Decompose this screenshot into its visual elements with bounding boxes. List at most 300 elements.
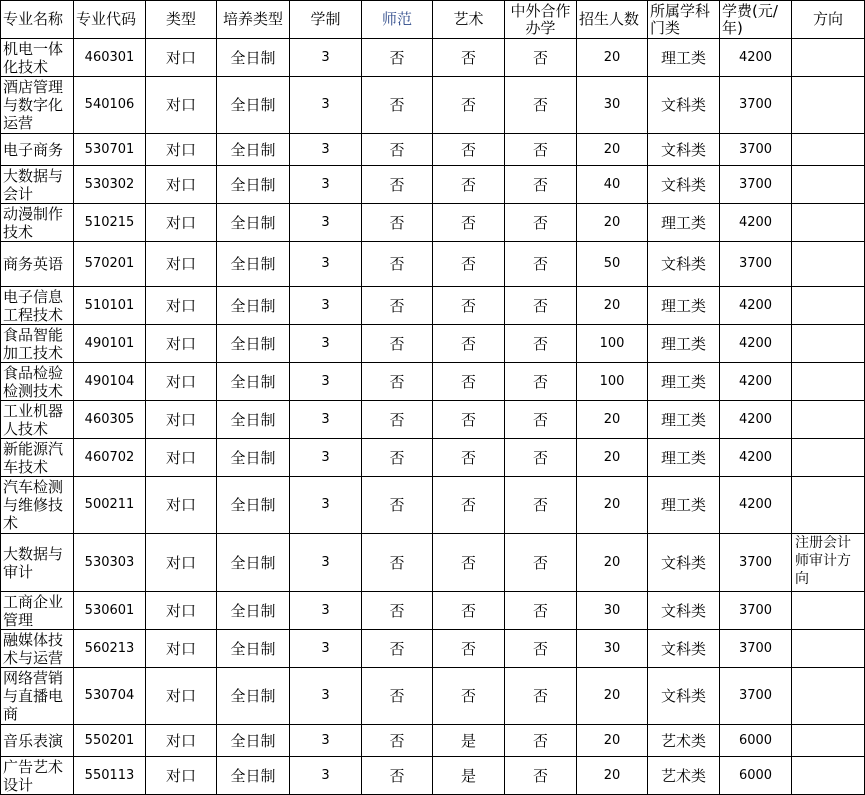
cell-count bbox=[577, 242, 648, 287]
cell-shifan bbox=[362, 242, 433, 287]
cell-art bbox=[433, 439, 505, 477]
cell-count-text: 20 bbox=[603, 411, 621, 427]
cell-direction bbox=[792, 39, 865, 77]
cell-mode-text: 全日制 bbox=[230, 296, 276, 315]
cell-coop-text: 否 bbox=[532, 334, 548, 353]
cell-count-text: 40 bbox=[603, 176, 621, 192]
cell-fee-text: 3700 bbox=[738, 97, 773, 112]
cell-coop-text: 否 bbox=[532, 553, 548, 572]
cell-direction bbox=[792, 363, 865, 401]
cell-fee bbox=[720, 630, 792, 668]
cell-name bbox=[1, 725, 74, 757]
cell-name-text: 工业机器人技术 bbox=[3, 401, 64, 438]
cell-shifan-text: 否 bbox=[389, 296, 405, 315]
cell-fee-text: 6000 bbox=[738, 767, 773, 783]
cell-code-text: 530303 bbox=[84, 554, 135, 570]
cell-direction bbox=[792, 439, 865, 477]
cell-mode bbox=[217, 668, 290, 725]
cell-type bbox=[146, 134, 217, 166]
cell-category bbox=[648, 534, 720, 592]
cell-code-text: 530302 bbox=[84, 176, 135, 192]
cell-category bbox=[648, 725, 720, 757]
cell-code-text: 530704 bbox=[84, 688, 135, 703]
cell-shifan-text: 否 bbox=[389, 601, 405, 620]
cell-art bbox=[433, 77, 505, 134]
cell-count-text: 20 bbox=[603, 497, 621, 512]
cell-years-text: 3 bbox=[321, 214, 330, 230]
table-row bbox=[1, 630, 865, 668]
cell-name-text: 机电一体化技术 bbox=[3, 39, 64, 76]
header-years: 学制 bbox=[290, 1, 362, 39]
cell-category-text: 文科类 bbox=[660, 255, 706, 273]
cell-mode bbox=[217, 287, 290, 325]
cell-count bbox=[577, 401, 648, 439]
cell-years-text: 3 bbox=[321, 449, 330, 465]
cell-fee bbox=[720, 401, 792, 439]
cell-art-text: 否 bbox=[460, 448, 476, 467]
cell-years bbox=[290, 725, 362, 757]
cell-code bbox=[74, 725, 146, 757]
cell-mode bbox=[217, 630, 290, 668]
cell-shifan bbox=[362, 134, 433, 166]
cell-type bbox=[146, 363, 217, 401]
cell-coop-text: 否 bbox=[532, 175, 548, 194]
cell-name-text: 食品智能加工技术 bbox=[3, 325, 64, 362]
cell-shifan-text: 否 bbox=[389, 213, 405, 232]
cell-mode bbox=[217, 534, 290, 592]
cell-category bbox=[648, 39, 720, 77]
cell-type bbox=[146, 668, 217, 725]
cell-mode bbox=[217, 134, 290, 166]
cell-art-text: 否 bbox=[460, 687, 476, 705]
cell-category-text: 理工类 bbox=[660, 496, 706, 514]
cell-count bbox=[577, 287, 648, 325]
cell-mode-text: 全日制 bbox=[230, 140, 276, 159]
cell-code-text: 530601 bbox=[84, 602, 135, 618]
header-count: 招生人数 bbox=[577, 1, 648, 39]
cell-count bbox=[577, 534, 648, 592]
cell-years bbox=[290, 363, 362, 401]
cell-mode bbox=[217, 204, 290, 242]
cell-fee-text: 3700 bbox=[738, 256, 773, 271]
cell-category-text: 艺术类 bbox=[660, 731, 706, 750]
cell-shifan bbox=[362, 757, 433, 795]
cell-code-text: 460702 bbox=[84, 449, 135, 465]
cell-years bbox=[290, 77, 362, 134]
cell-name bbox=[1, 242, 74, 287]
cell-fee bbox=[720, 77, 792, 134]
cell-shifan-text: 否 bbox=[389, 448, 405, 467]
cell-coop bbox=[505, 757, 577, 795]
cell-years-text: 3 bbox=[321, 640, 330, 656]
cell-coop-text: 否 bbox=[532, 410, 548, 429]
table-row bbox=[1, 242, 865, 287]
cell-count bbox=[577, 134, 648, 166]
cell-direction bbox=[792, 77, 865, 134]
cell-art bbox=[433, 363, 505, 401]
cell-years bbox=[290, 166, 362, 204]
cell-count-text: 30 bbox=[603, 97, 621, 112]
cell-category bbox=[648, 668, 720, 725]
cell-shifan-text: 否 bbox=[389, 255, 405, 273]
cell-years-text: 3 bbox=[321, 688, 330, 703]
cell-mode-text: 全日制 bbox=[230, 601, 276, 620]
cell-type bbox=[146, 592, 217, 630]
table-row bbox=[1, 166, 865, 204]
cell-coop-text: 否 bbox=[532, 601, 548, 620]
cell-years-text: 3 bbox=[321, 335, 330, 351]
cell-years bbox=[290, 287, 362, 325]
cell-name-text: 食品检验检测技术 bbox=[3, 363, 64, 400]
cell-mode bbox=[217, 325, 290, 363]
cell-mode-text: 全日制 bbox=[230, 496, 276, 514]
cell-shifan-text: 否 bbox=[389, 410, 405, 429]
cell-mode bbox=[217, 39, 290, 77]
cell-code bbox=[74, 287, 146, 325]
cell-direction bbox=[792, 134, 865, 166]
cell-fee-text: 4200 bbox=[738, 411, 773, 427]
table-row bbox=[1, 363, 865, 401]
cell-type-text: 对口 bbox=[165, 255, 196, 273]
cell-name bbox=[1, 439, 74, 477]
cell-years-text: 3 bbox=[321, 141, 330, 157]
cell-count-text: 20 bbox=[603, 141, 621, 157]
cell-fee-text: 4200 bbox=[738, 297, 773, 313]
cell-name-text: 动漫制作技术 bbox=[3, 204, 64, 241]
cell-mode-text: 全日制 bbox=[230, 766, 276, 785]
cell-shifan bbox=[362, 668, 433, 725]
cell-code bbox=[74, 668, 146, 725]
cell-coop-text: 否 bbox=[532, 687, 548, 705]
cell-art-text: 否 bbox=[460, 96, 476, 114]
cell-years-text: 3 bbox=[321, 554, 330, 570]
cell-code-text: 490101 bbox=[84, 335, 135, 351]
cell-years bbox=[290, 630, 362, 668]
cell-coop-text: 否 bbox=[532, 372, 548, 391]
cell-years-text: 3 bbox=[321, 732, 330, 748]
cell-category bbox=[648, 401, 720, 439]
header-shifan: 师范 bbox=[362, 1, 433, 39]
cell-art bbox=[433, 757, 505, 795]
cell-type-text: 对口 bbox=[165, 410, 196, 429]
cell-name-text: 大数据与审计 bbox=[3, 544, 64, 581]
cell-code-text: 510215 bbox=[84, 214, 135, 230]
cell-shifan-text: 否 bbox=[389, 140, 405, 159]
cell-fee bbox=[720, 363, 792, 401]
cell-name bbox=[1, 477, 74, 534]
cell-category-text: 理工类 bbox=[660, 213, 706, 232]
cell-fee-text: 3700 bbox=[738, 640, 773, 656]
cell-art-text: 否 bbox=[460, 601, 476, 620]
cell-coop-text: 否 bbox=[532, 448, 548, 467]
cell-fee bbox=[720, 668, 792, 725]
cell-direction bbox=[792, 242, 865, 287]
cell-mode-text: 全日制 bbox=[230, 48, 276, 67]
cell-mode-text: 全日制 bbox=[230, 213, 276, 232]
cell-shifan-text: 否 bbox=[389, 372, 405, 391]
cell-years bbox=[290, 592, 362, 630]
cell-coop bbox=[505, 630, 577, 668]
cell-code bbox=[74, 325, 146, 363]
cell-category-text: 理工类 bbox=[660, 448, 706, 467]
table-row bbox=[1, 757, 865, 795]
cell-shifan bbox=[362, 592, 433, 630]
cell-shifan-text: 否 bbox=[389, 48, 405, 67]
cell-coop bbox=[505, 134, 577, 166]
cell-shifan bbox=[362, 725, 433, 757]
cell-name bbox=[1, 401, 74, 439]
cell-fee bbox=[720, 439, 792, 477]
cell-count-text: 20 bbox=[603, 767, 621, 783]
cell-mode bbox=[217, 757, 290, 795]
cell-type-text: 对口 bbox=[165, 639, 196, 658]
cell-years bbox=[290, 134, 362, 166]
cell-years bbox=[290, 757, 362, 795]
cell-shifan-text: 否 bbox=[389, 334, 405, 353]
cell-mode-text: 全日制 bbox=[230, 687, 276, 705]
cell-art-text: 否 bbox=[460, 48, 476, 67]
cell-type-text: 对口 bbox=[165, 731, 196, 750]
cell-mode bbox=[217, 242, 290, 287]
cell-type-text: 对口 bbox=[165, 175, 196, 194]
table-row bbox=[1, 204, 865, 242]
cell-type bbox=[146, 401, 217, 439]
cell-coop bbox=[505, 39, 577, 77]
cell-art-text: 否 bbox=[460, 553, 476, 572]
cell-direction bbox=[792, 757, 865, 795]
cell-years-text: 3 bbox=[321, 97, 330, 112]
header-type: 类型 bbox=[146, 1, 217, 39]
cell-fee bbox=[720, 204, 792, 242]
cell-code bbox=[74, 134, 146, 166]
cell-direction bbox=[792, 166, 865, 204]
cell-coop-text: 否 bbox=[532, 96, 548, 114]
cell-mode bbox=[217, 401, 290, 439]
cell-fee bbox=[720, 592, 792, 630]
cell-type bbox=[146, 630, 217, 668]
cell-count bbox=[577, 725, 648, 757]
cell-coop bbox=[505, 325, 577, 363]
cell-count bbox=[577, 204, 648, 242]
cell-name bbox=[1, 204, 74, 242]
cell-code bbox=[74, 592, 146, 630]
cell-coop bbox=[505, 363, 577, 401]
cell-type bbox=[146, 204, 217, 242]
cell-shifan-text: 否 bbox=[389, 731, 405, 750]
table-row bbox=[1, 39, 865, 77]
cell-art-text: 否 bbox=[460, 255, 476, 273]
cell-name-text: 工商企业管理 bbox=[3, 592, 64, 629]
cell-category-text: 理工类 bbox=[660, 410, 706, 429]
cell-shifan bbox=[362, 401, 433, 439]
cell-code bbox=[74, 77, 146, 134]
cell-count-text: 20 bbox=[603, 449, 621, 465]
cell-name-text: 新能源汽车技术 bbox=[3, 439, 64, 476]
cell-art-text: 否 bbox=[460, 296, 476, 315]
cell-category bbox=[648, 77, 720, 134]
cell-years bbox=[290, 204, 362, 242]
cell-shifan-text: 否 bbox=[389, 639, 405, 658]
cell-count bbox=[577, 363, 648, 401]
cell-code bbox=[74, 242, 146, 287]
cell-name bbox=[1, 757, 74, 795]
cell-coop-text: 否 bbox=[532, 639, 548, 658]
cell-fee-text: 3700 bbox=[738, 176, 773, 192]
cell-category-text: 艺术类 bbox=[660, 766, 706, 785]
cell-years bbox=[290, 325, 362, 363]
cell-fee-text: 4200 bbox=[738, 497, 773, 512]
cell-code-text: 460305 bbox=[84, 411, 135, 427]
cell-shifan bbox=[362, 166, 433, 204]
cell-category-text: 文科类 bbox=[660, 639, 706, 658]
cell-count bbox=[577, 592, 648, 630]
cell-category-text: 理工类 bbox=[660, 296, 706, 315]
cell-count-text: 100 bbox=[599, 335, 625, 351]
cell-coop bbox=[505, 77, 577, 134]
cell-count-text: 20 bbox=[603, 214, 621, 230]
cell-category-text: 文科类 bbox=[660, 601, 706, 620]
cell-fee-text: 4200 bbox=[738, 214, 773, 230]
cell-mode bbox=[217, 363, 290, 401]
cell-coop-text: 否 bbox=[532, 140, 548, 159]
cell-shifan-text: 否 bbox=[389, 96, 405, 114]
cell-direction bbox=[792, 401, 865, 439]
cell-art bbox=[433, 166, 505, 204]
cell-category bbox=[648, 166, 720, 204]
cell-art bbox=[433, 592, 505, 630]
cell-name-text: 广告艺术设计 bbox=[3, 757, 64, 794]
cell-coop bbox=[505, 725, 577, 757]
cell-code bbox=[74, 401, 146, 439]
header-mode: 培养类型 bbox=[217, 1, 290, 39]
cell-fee bbox=[720, 325, 792, 363]
cell-fee bbox=[720, 725, 792, 757]
cell-category bbox=[648, 287, 720, 325]
table-row bbox=[1, 401, 865, 439]
cell-coop-text: 否 bbox=[532, 213, 548, 232]
cell-type bbox=[146, 477, 217, 534]
cell-code bbox=[74, 166, 146, 204]
cell-count bbox=[577, 439, 648, 477]
table-row bbox=[1, 287, 865, 325]
header-art: 艺术 bbox=[433, 1, 505, 39]
cell-code-text: 490104 bbox=[84, 373, 135, 389]
cell-category-text: 文科类 bbox=[660, 175, 706, 194]
cell-code-text: 460301 bbox=[84, 49, 135, 65]
cell-coop bbox=[505, 477, 577, 534]
cell-count bbox=[577, 166, 648, 204]
cell-direction bbox=[792, 325, 865, 363]
cell-years-text: 3 bbox=[321, 176, 330, 192]
cell-shifan bbox=[362, 325, 433, 363]
cell-code-text: 500211 bbox=[84, 497, 135, 512]
cell-years-text: 3 bbox=[321, 411, 330, 427]
cell-mode-text: 全日制 bbox=[230, 731, 276, 750]
cell-type bbox=[146, 325, 217, 363]
cell-code bbox=[74, 757, 146, 795]
cell-mode bbox=[217, 592, 290, 630]
cell-type-text: 对口 bbox=[165, 334, 196, 353]
cell-code bbox=[74, 439, 146, 477]
cell-direction-text: 注册会计师审计方向 bbox=[795, 535, 851, 587]
cell-mode bbox=[217, 439, 290, 477]
cell-code bbox=[74, 204, 146, 242]
cell-count-text: 20 bbox=[603, 49, 621, 65]
cell-type-text: 对口 bbox=[165, 96, 196, 114]
cell-shifan bbox=[362, 534, 433, 592]
cell-coop bbox=[505, 287, 577, 325]
cell-code-text: 540106 bbox=[84, 97, 135, 112]
cell-coop-text: 否 bbox=[532, 731, 548, 750]
header-coop: 中外合作办学 bbox=[505, 1, 577, 39]
cell-art-text: 是 bbox=[460, 731, 476, 750]
cell-art-text: 否 bbox=[460, 334, 476, 353]
cell-years-text: 3 bbox=[321, 256, 330, 271]
cell-code bbox=[74, 39, 146, 77]
header-name: 专业名称 bbox=[1, 1, 74, 39]
cell-category-text: 理工类 bbox=[660, 48, 706, 67]
cell-name-text: 酒店管理与数字化运营 bbox=[3, 78, 64, 132]
cell-direction bbox=[792, 534, 865, 592]
cell-direction bbox=[792, 477, 865, 534]
cell-count-text: 100 bbox=[599, 373, 625, 389]
cell-category-text: 文科类 bbox=[660, 140, 706, 159]
cell-years bbox=[290, 39, 362, 77]
cell-mode bbox=[217, 477, 290, 534]
cell-count-text: 20 bbox=[603, 554, 621, 570]
cell-art bbox=[433, 134, 505, 166]
header-direction: 方向 bbox=[792, 1, 865, 39]
cell-category bbox=[648, 363, 720, 401]
cell-fee-text: 4200 bbox=[738, 49, 773, 65]
cell-mode-text: 全日制 bbox=[230, 255, 276, 273]
cell-art bbox=[433, 630, 505, 668]
cell-coop bbox=[505, 204, 577, 242]
cell-art-text: 是 bbox=[460, 766, 476, 785]
cell-type-text: 对口 bbox=[165, 448, 196, 467]
cell-fee-text: 3700 bbox=[738, 554, 773, 570]
cell-art-text: 否 bbox=[460, 639, 476, 658]
cell-category bbox=[648, 630, 720, 668]
cell-code-text: 550201 bbox=[84, 732, 135, 748]
cell-count-text: 20 bbox=[603, 688, 621, 703]
cell-count bbox=[577, 757, 648, 795]
cell-years-text: 3 bbox=[321, 602, 330, 618]
cell-shifan-text: 否 bbox=[389, 687, 405, 705]
cell-coop-text: 否 bbox=[532, 255, 548, 273]
cell-coop-text: 否 bbox=[532, 766, 548, 785]
cell-art bbox=[433, 725, 505, 757]
cell-fee bbox=[720, 757, 792, 795]
cell-coop bbox=[505, 534, 577, 592]
table-row bbox=[1, 668, 865, 725]
cell-name bbox=[1, 39, 74, 77]
cell-fee-text: 3700 bbox=[738, 602, 773, 618]
cell-art bbox=[433, 477, 505, 534]
cell-code bbox=[74, 477, 146, 534]
cell-name-text: 电子信息工程技术 bbox=[3, 287, 64, 324]
cell-art bbox=[433, 534, 505, 592]
cell-mode-text: 全日制 bbox=[230, 372, 276, 391]
cell-fee bbox=[720, 287, 792, 325]
cell-category bbox=[648, 439, 720, 477]
cell-fee bbox=[720, 242, 792, 287]
cell-coop bbox=[505, 439, 577, 477]
cell-type-text: 对口 bbox=[165, 766, 196, 785]
cell-years bbox=[290, 401, 362, 439]
cell-art bbox=[433, 242, 505, 287]
cell-code bbox=[74, 534, 146, 592]
